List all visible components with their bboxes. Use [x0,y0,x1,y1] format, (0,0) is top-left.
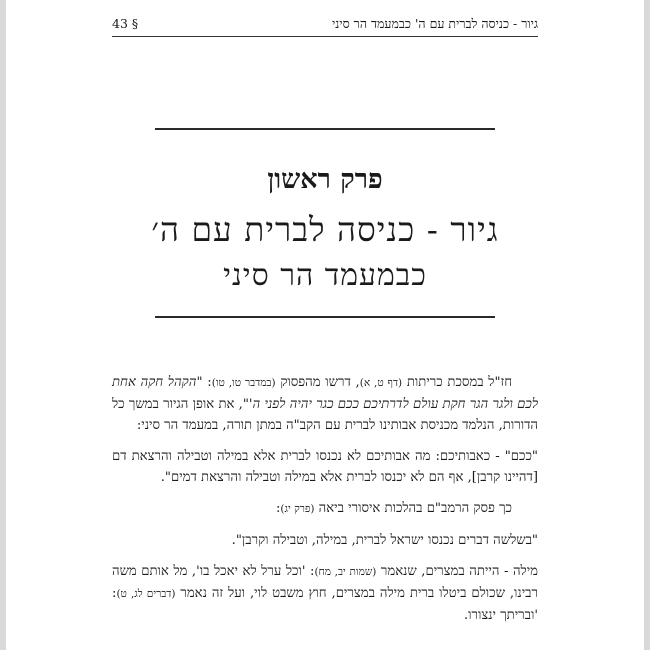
p5-text-a: מילה - הייתה במצרים, שנאמר [376,564,538,579]
paragraph-3 [112,498,538,520]
p1-text-d: , את אופן הגיור במשך כל הדורות, הנלמד מכניסת אבותינו לברית עם הקב"ה במתן תורה, במעמד הר סיני: [112,397,538,433]
p1-text-a: חז"ל במסכת כריתות [402,375,513,390]
p1-source-b: (במדבר טו, טו) [211,377,276,389]
p3-text: כך פסק הרמב"ם בהלכות איסורי ביאה [314,501,512,516]
running-head [112,14,538,36]
p2-line1: "ככם" - כאבותיכם: מה אבותיכם לא נכנסו לברית אלא במילה וטבילה והרצאת דם [112,449,538,464]
paragraph-4: "בשלשה דברים נכנסו ישראל לברית, במילה, וטבילה וקרבן". [231,533,538,548]
p5-source-b: (דברים לג, ט) [116,588,176,600]
chapter-title-line2: כבמעמד הר סיני [223,258,427,293]
p2-line2: [דהיינו קרבן], אף הם לא יכנסו לברית אלא במילה וטבילה והרצאת דמים". [160,470,538,485]
title-rule-top [155,128,495,130]
body-text [112,372,538,636]
p1-quote: "הקהל חקה אחת לכם ולגר הגר חקת עולם לדרתיכם ככם כגר יהיה לפני ה'" [112,375,538,412]
chapter-heading: פרק ראשון [267,164,383,195]
paragraph-5 [112,561,538,626]
p3-source: (פרק יג) [280,503,315,515]
page-edge-right [644,0,650,650]
p5-text-b: : 'וכל ערל לא יאכל בו', מל אותם משה רבינו, שכולם ביטלו ברית מילה במצרים, חוץ משבט לוי, ועל זה נאמר [112,564,539,601]
running-head-title: גיור - כניסה לברית עם ה' כבמעמד הר סיני [331,16,538,31]
header-rule [112,36,538,37]
title-rule-bottom [155,316,495,318]
p1-text-c: : [202,375,212,390]
chapter-title-line1: גיור - כניסה לברית עם ה׳ [151,210,499,249]
p5-text-c: : 'ובריתך ינצורו. [112,586,538,623]
page-edge-left [0,0,6,650]
p1-text-b: , דרשו מהפסוק [275,375,360,390]
p5-source-a: (שמות יב, מח) [314,566,377,578]
paragraph-1 [112,372,538,436]
p1-source-a: (דף ט, א) [359,377,403,389]
page-number: 43 § [112,16,139,31]
paragraph-2 [112,446,538,488]
p3-end: : [275,501,281,516]
